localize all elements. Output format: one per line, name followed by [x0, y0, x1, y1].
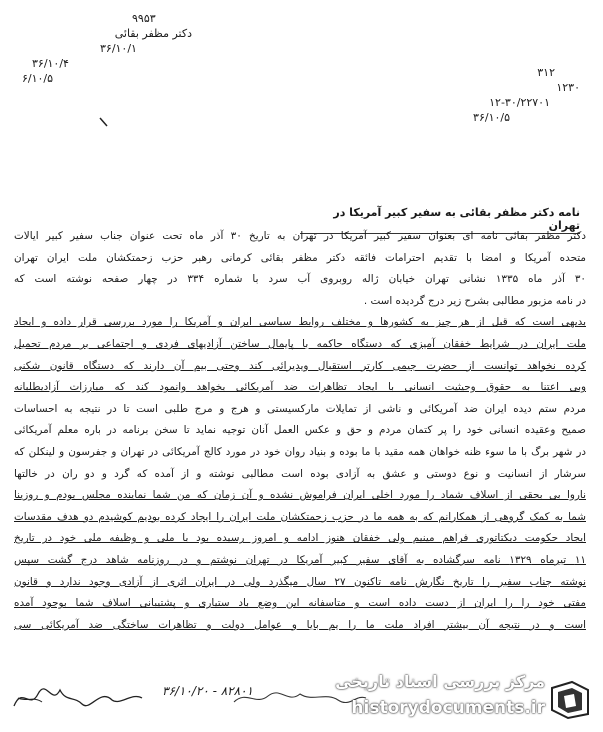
body-line: صمیح وعقیده انسانی خود را پر کتمان مردم و حق و عکس العمل آنان توجیه نماید تا سخن برنامه در باره معلم آمریکائی: [14, 424, 586, 437]
document-title: نامه دکتر مظفر بقائی به سفیر کبیر آمریکا در تهران: [300, 206, 580, 234]
header-left-line1: ۹۹۵۳: [132, 12, 156, 25]
header-left-line4: ۳۶/۱۰/۴: [32, 57, 69, 70]
header-left-line3: ۳۶/۱۰/۱: [100, 42, 137, 55]
check-mark-icon: [98, 116, 112, 130]
header-left-line2: دکتر مظفر بقائی: [114, 27, 192, 40]
body-line: متحده آمریکا و امضا با تقدیم احترامات فائقه دکتر مظفر بقائی کرمانی رهبر حزب زحمتکشان ملت ایران تهران: [14, 251, 586, 264]
body-line: وبی اعتنا به حقوق وحیثیت انسانی با ایجاد تظاهرات ضد آمریکائی بخواهد وانمود کند که مبارزات آزادیطلبانه: [14, 381, 586, 394]
document-body: [14, 226, 586, 636]
header-left-line5: ۶/۱۰/۵: [22, 72, 54, 85]
header-left-block: [22, 12, 192, 87]
body-line: مردم ستم دیده ایران ضد آمریکائی و ناشی از تمایلات مارکسیستی و هرج و مرج طلبی است تا در نتیجه به احساسات: [14, 402, 586, 415]
header-right-line2: ۱۲۳۰: [556, 81, 580, 94]
body-line: ایجاد حکومت دیکتاتوری فراهم مینیم ولی خفقان هنوز ادامه و امروز رسیده بود با ملی و وظیفه ملی خود در تاریخ: [14, 532, 586, 545]
body-line: بدیهی است که قبل از هر چیز به کشورها و مختلف روابط سیاسی ایران و آمریکا را مورد بررسی قرار داده و ایجاد: [14, 316, 586, 329]
body-line: کرده نخواهد توانست از حضرت جیمی کارتر استقبال ویدیرائی کند وحتی بیم آن دارند که دستگاه قانون شکنی: [14, 359, 586, 372]
body-line: ناروا بی بحقی از اسلاف شماد را مورد اخلی ایران فراموش نشده و آن زمان که من شما نماینده مجلس بودم و روزینا: [14, 489, 586, 502]
watermark-text-persian: مرکز بررسی اسناد تاریخی: [335, 672, 545, 691]
body-line: ۳۰ آذر ماه ۱۳۳۵ نشانی تهران خیابان ژاله روبروی آب سرد با شماره ۳۳۴ در چهار صفحه نوشته است که: [14, 273, 586, 286]
body-line: است و در نتیجه آن بیشتر افراد ملت ما را یم بایا و عوامل دولت و تظاهرات ساختگی ضد آمریکائی سی: [14, 618, 586, 631]
body-line: در نامه مزبور مطالبی بشرح زیر درج گردیده است .: [363, 294, 586, 307]
header-right-block: [420, 66, 580, 126]
body-line: مفتی خود را را ایران از دست داده است و متاسفانه این وضع باد ستیاری و پشتیبانی اسلاف شما بوجود آمده: [14, 597, 586, 610]
body-line: نوشته جناب سفیر را تاریخ نگارش نامه تاکنون ۲۷ سال میگذرد ولی در ایران اثری از آزادی وجود ندارد و قانون: [14, 575, 586, 588]
body-line: ملت ایران در شرایط خفقان آمیزی که دستگاه حاکمه با پایمال ساختن آزادیهای فردی و اجتماعی بر مردم تحمیل: [14, 337, 586, 350]
body-line: سرشار از انسانیت و نوع دوستی و عشق به آزادی بوده است مطالبی نوشته و از آمده که گرد و دو ران در خالتها: [14, 467, 586, 480]
body-line: شما به کمک گروهی از همکارانم که به همه ما در حزب زحمتکشان ملت ایران را ایجاد کرده بودیم کوشیدم دو هدف مقدسات: [14, 510, 586, 523]
header-right-line3: ۱۲-۳۰/۲۲۷۰۱: [489, 96, 550, 109]
archive-logo-icon: [548, 680, 592, 720]
signature-number: ۸۲۸۰۱ - ۳۶/۱۰/۲۰: [162, 684, 253, 698]
watermark-text-english: historydocuments.ir: [351, 698, 545, 718]
body-line: در شهر برگ با ما سوء ظنه خواهان همه مقید با ما بوده و بنیاد روان خود در مورد کالج آمریکائی در تهران و جفرسون و لینکلن که: [14, 445, 586, 458]
body-line: ۱۱ تیرماه ۱۳۲۹ نامه سرگشاده به آقای سفیر کبیر آمریکا در تهران نوشتم و در روزنامه شاهد درج گشت سپس: [14, 553, 586, 566]
header-right-line4: ۳۶/۱۰/۵: [473, 111, 510, 124]
header-right-line1: ۳۱۲: [537, 66, 555, 79]
body-line: دکتر مظفر بقائی نامه ای بعنوان سفیر کبیر آمریکا در تهران به تاریخ ۳۰ آذر ماه تحت عنوان جناب سفیر کبیر ایالات: [14, 230, 586, 242]
